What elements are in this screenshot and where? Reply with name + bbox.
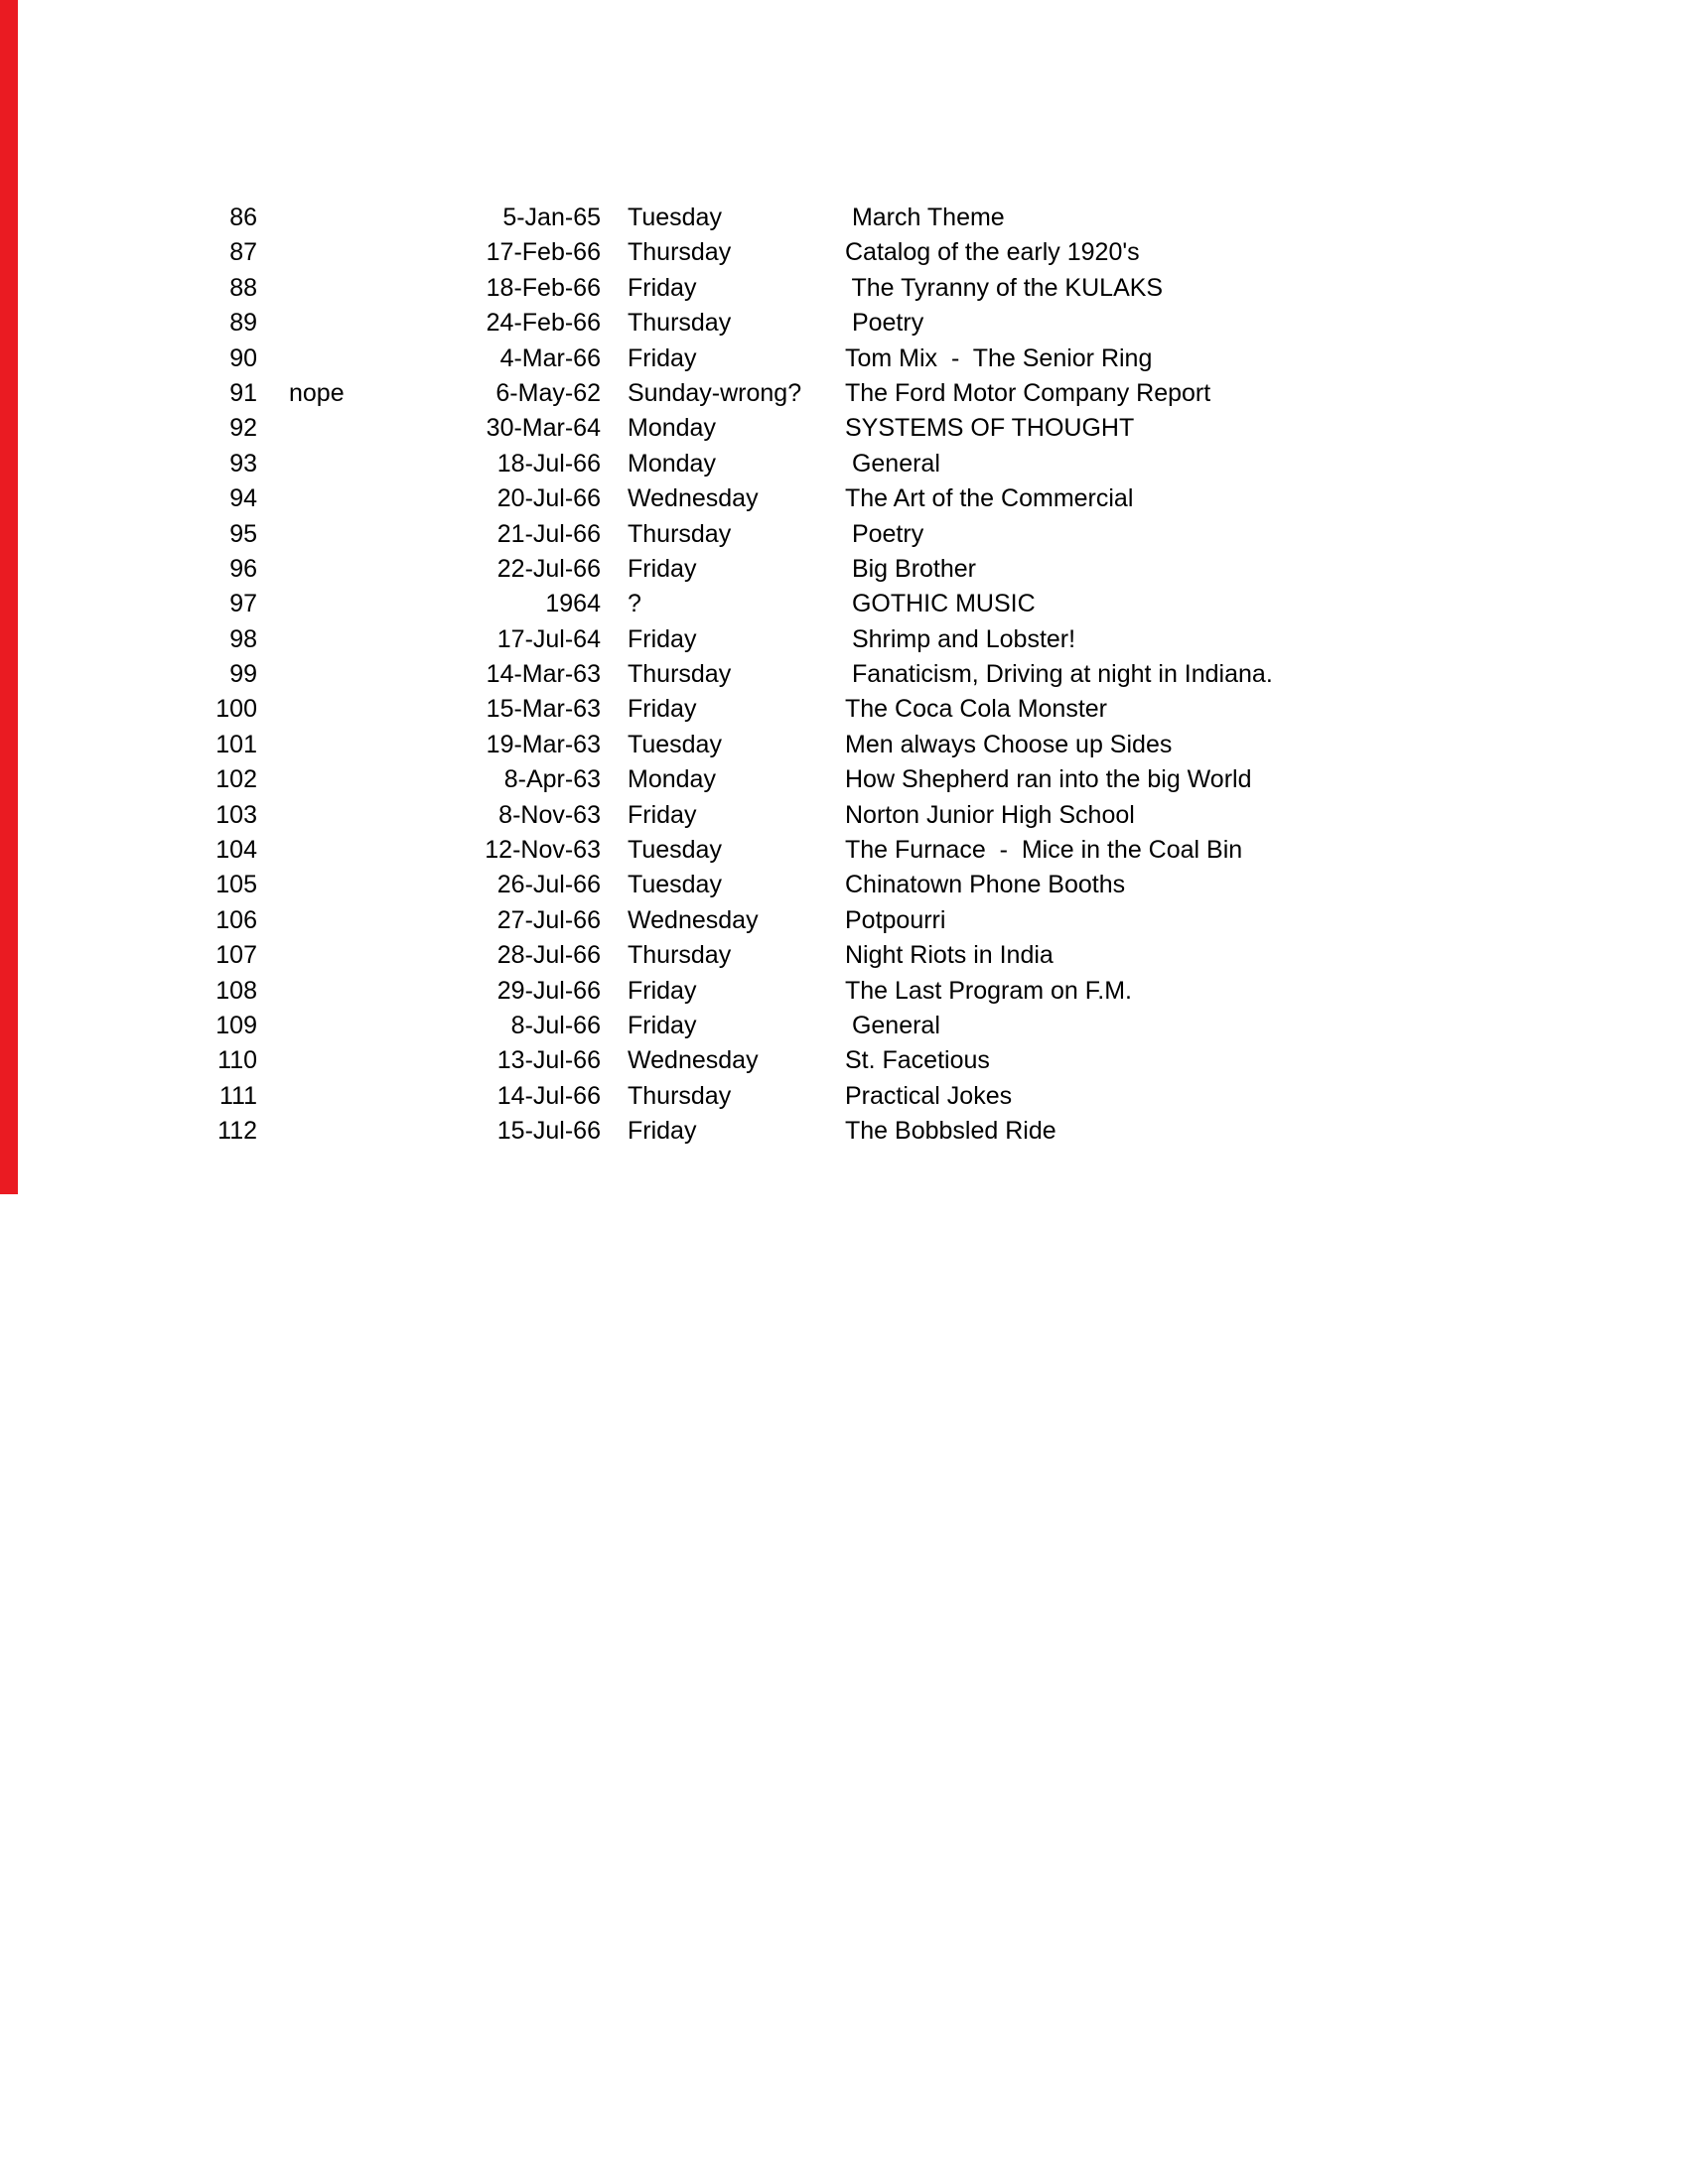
weekday: Monday bbox=[628, 765, 716, 794]
table-row bbox=[0, 517, 1688, 552]
weekday: Sunday-wrong? bbox=[628, 378, 802, 407]
table-row bbox=[0, 974, 1688, 1009]
weekday: Friday bbox=[628, 695, 697, 724]
air-date: 14-Jul-66 bbox=[496, 1081, 601, 1110]
table-row bbox=[0, 868, 1688, 902]
episode-number: 89 bbox=[229, 309, 257, 338]
episode-title: The Coca Cola Monster bbox=[845, 695, 1108, 724]
episode-number: 86 bbox=[229, 204, 257, 231]
episode-title: St. Facetious bbox=[845, 1046, 990, 1075]
episode-number: 92 bbox=[229, 414, 257, 443]
episode-title: How Shepherd ran into the big World bbox=[845, 765, 1252, 794]
table-row bbox=[0, 271, 1688, 306]
air-date: 15-Mar-63 bbox=[486, 695, 601, 724]
episode-title: Potpourri bbox=[845, 905, 946, 934]
episode-number: 102 bbox=[215, 765, 257, 794]
table-row bbox=[0, 341, 1688, 376]
episode-title: The Last Program on F.M. bbox=[845, 976, 1133, 1005]
table-row bbox=[0, 1043, 1688, 1078]
table-row bbox=[0, 728, 1688, 762]
episode-number: 111 bbox=[218, 1081, 257, 1110]
table-row bbox=[0, 833, 1688, 868]
episode-number: 87 bbox=[229, 238, 257, 267]
weekday: Friday bbox=[628, 273, 697, 302]
episode-title: Poetry bbox=[845, 309, 924, 338]
air-date: 17-Feb-66 bbox=[486, 238, 601, 267]
table-row bbox=[0, 235, 1688, 270]
episode-title: Catalog of the early 1920's bbox=[845, 238, 1140, 267]
air-date: 24-Feb-66 bbox=[486, 309, 601, 338]
weekday: Friday bbox=[628, 976, 697, 1005]
episode-number: 104 bbox=[215, 836, 257, 865]
episode-number: 109 bbox=[215, 1011, 257, 1039]
table-row bbox=[0, 1079, 1688, 1114]
episode-title: General bbox=[845, 1011, 940, 1039]
episode-title: The Furnace - Mice in the Coal Bin bbox=[845, 836, 1243, 865]
weekday: Friday bbox=[628, 554, 697, 583]
episode-number: 93 bbox=[229, 449, 257, 478]
weekday: Friday bbox=[628, 1117, 697, 1146]
air-date: 26-Jul-66 bbox=[496, 871, 601, 899]
table-row bbox=[0, 376, 1688, 411]
episode-number: 91 bbox=[229, 378, 257, 407]
episode-log-table bbox=[0, 201, 1688, 1150]
table-row bbox=[0, 306, 1688, 341]
episode-title: The Tyranny of the KULAKS bbox=[845, 273, 1164, 302]
weekday: Friday bbox=[628, 800, 697, 829]
weekday: Tuesday bbox=[628, 204, 722, 231]
table-row bbox=[0, 762, 1688, 797]
episode-title: Norton Junior High School bbox=[845, 800, 1135, 829]
episode-number: 88 bbox=[229, 273, 257, 302]
table-row bbox=[0, 481, 1688, 516]
weekday: Friday bbox=[628, 343, 697, 372]
table-row bbox=[0, 622, 1688, 657]
table-row bbox=[0, 552, 1688, 587]
air-date: 8-Jul-66 bbox=[510, 1011, 601, 1039]
episode-number: 90 bbox=[229, 343, 257, 372]
episode-title: General bbox=[845, 449, 940, 478]
table-row bbox=[0, 938, 1688, 973]
air-date: 1964 bbox=[545, 590, 601, 618]
air-date: 8-Nov-63 bbox=[498, 800, 601, 829]
weekday: Monday bbox=[628, 449, 716, 478]
episode-title: March Theme bbox=[845, 204, 1005, 231]
weekday: Thursday bbox=[628, 309, 732, 338]
weekday: Thursday bbox=[628, 1081, 732, 1110]
weekday: Thursday bbox=[628, 941, 732, 970]
air-date: 27-Jul-66 bbox=[496, 905, 601, 934]
weekday: Wednesday bbox=[628, 1046, 759, 1075]
episode-title: Men always Choose up Sides bbox=[845, 730, 1173, 758]
episode-title: The Bobbsled Ride bbox=[845, 1117, 1056, 1146]
table-row bbox=[0, 447, 1688, 481]
episode-number: 110 bbox=[217, 1046, 257, 1075]
air-date: 29-Jul-66 bbox=[496, 976, 601, 1005]
air-date: 18-Feb-66 bbox=[486, 273, 601, 302]
episode-title: SYSTEMS OF THOUGHT bbox=[845, 414, 1135, 443]
episode-number: 101 bbox=[215, 730, 257, 758]
air-date: 5-Jan-65 bbox=[502, 204, 601, 231]
weekday: Friday bbox=[628, 624, 697, 653]
episode-number: 100 bbox=[215, 695, 257, 724]
table-row bbox=[0, 1009, 1688, 1043]
episode-title: The Art of the Commercial bbox=[845, 484, 1134, 513]
air-date: 8-Apr-63 bbox=[503, 765, 601, 794]
weekday: Friday bbox=[628, 1011, 697, 1039]
episode-title: Practical Jokes bbox=[845, 1081, 1013, 1110]
weekday: Tuesday bbox=[628, 871, 722, 899]
episode-number: 108 bbox=[215, 976, 257, 1005]
air-date: 4-Mar-66 bbox=[499, 343, 601, 372]
air-date: 30-Mar-64 bbox=[486, 414, 601, 443]
note: nope bbox=[289, 378, 345, 407]
episode-title: Night Riots in India bbox=[845, 941, 1054, 970]
episode-number: 105 bbox=[215, 871, 257, 899]
episode-title: Big Brother bbox=[845, 554, 977, 583]
episode-title: Tom Mix - The Senior Ring bbox=[845, 343, 1153, 372]
table-row bbox=[0, 798, 1688, 833]
episode-number: 94 bbox=[229, 484, 257, 513]
air-date: 20-Jul-66 bbox=[496, 484, 601, 513]
air-date: 22-Jul-66 bbox=[496, 554, 601, 583]
episode-number: 98 bbox=[229, 624, 257, 653]
episode-number: 112 bbox=[217, 1117, 257, 1146]
episode-number: 107 bbox=[215, 941, 257, 970]
episode-number: 95 bbox=[229, 519, 257, 548]
table-row bbox=[0, 201, 1688, 235]
episode-title: GOTHIC MUSIC bbox=[845, 590, 1036, 618]
weekday: Tuesday bbox=[628, 836, 722, 865]
weekday: ? bbox=[628, 590, 641, 618]
episode-title: Poetry bbox=[845, 519, 924, 548]
air-date: 19-Mar-63 bbox=[486, 730, 601, 758]
episode-number: 106 bbox=[215, 905, 257, 934]
air-date: 21-Jul-66 bbox=[496, 519, 601, 548]
air-date: 12-Nov-63 bbox=[485, 836, 601, 865]
episode-number: 99 bbox=[229, 660, 257, 689]
episode-title: Fanaticism, Driving at night in Indiana. bbox=[845, 660, 1273, 689]
air-date: 6-May-62 bbox=[495, 378, 601, 407]
weekday: Thursday bbox=[628, 238, 732, 267]
weekday: Monday bbox=[628, 414, 716, 443]
episode-title: Chinatown Phone Booths bbox=[845, 871, 1126, 899]
episode-number: 96 bbox=[229, 554, 257, 583]
weekday: Wednesday bbox=[628, 905, 759, 934]
weekday: Tuesday bbox=[628, 730, 722, 758]
air-date: 13-Jul-66 bbox=[496, 1046, 601, 1075]
table-row bbox=[0, 1114, 1688, 1149]
air-date: 15-Jul-66 bbox=[496, 1117, 601, 1146]
episode-number: 97 bbox=[229, 590, 257, 618]
episode-title: Shrimp and Lobster! bbox=[845, 624, 1076, 653]
air-date: 14-Mar-63 bbox=[486, 660, 601, 689]
air-date: 17-Jul-64 bbox=[496, 624, 601, 653]
air-date: 28-Jul-66 bbox=[496, 941, 601, 970]
weekday: Wednesday bbox=[628, 484, 759, 513]
table-row bbox=[0, 657, 1688, 692]
air-date: 18-Jul-66 bbox=[496, 449, 601, 478]
episode-number: 103 bbox=[215, 800, 257, 829]
table-row bbox=[0, 903, 1688, 938]
table-row bbox=[0, 692, 1688, 727]
weekday: Thursday bbox=[628, 660, 732, 689]
weekday: Thursday bbox=[628, 519, 732, 548]
table-row bbox=[0, 411, 1688, 446]
table-row bbox=[0, 587, 1688, 621]
episode-title: The Ford Motor Company Report bbox=[845, 378, 1211, 407]
